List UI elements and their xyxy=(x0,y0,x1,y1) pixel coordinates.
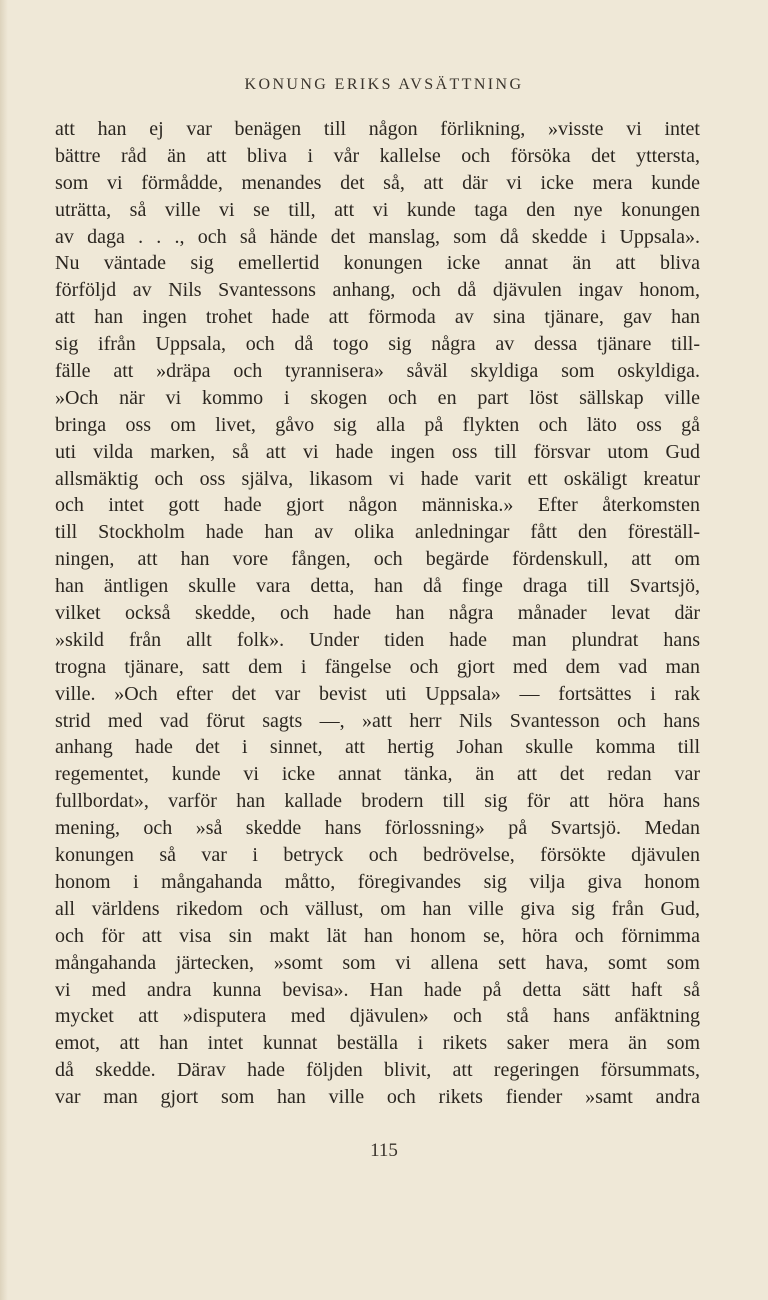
text-line: och intet gott hade gjort någon människa.» Efter återkomsten xyxy=(55,494,700,517)
text-line: uträtta, så ville vi se till, att vi kunde taga den nye konungen xyxy=(55,198,700,221)
page-number: 115 xyxy=(370,1140,398,1161)
text-line: till Stockholm hade han av olika anledningar fått den föreställ- xyxy=(55,521,700,544)
text-line: fullbordat», varför han kallade brodern till sig för att höra hans xyxy=(55,790,700,813)
text-line: mening, och »så skedde hans förlossning» på Svartsjö. Medan xyxy=(55,817,700,840)
text-line: allsmäktig och oss själva, likasom vi hade varit ett oskäligt kreatur xyxy=(55,467,700,490)
text-line: bättre råd än att bliva i vår kallelse och försöka det yttersta, xyxy=(55,144,700,167)
text-line: konungen så var i betryck och bedrövelse, försökte djävulen xyxy=(55,844,700,867)
text-line: »skild från allt folk». Under tiden hade man plundrat hans xyxy=(55,628,700,651)
text-line: »Och när vi kommo i skogen och en part löst sällskap ville xyxy=(55,386,700,409)
text-line: strid med vad förut sagts —, »att herr Nils Svantesson och hans xyxy=(55,709,700,732)
text-line: ville. »Och efter det var bevist uti Uppsala» — fortsättes i rak xyxy=(55,682,700,705)
text-line: anhang hade det i sinnet, att hertig Johan skulle komma till xyxy=(55,736,700,759)
text-line: emot, att han intet kunnat beställa i rikets saker mera än som xyxy=(55,1032,700,1055)
text-line: han äntligen skulle vara detta, han då finge draga till Svartsjö, xyxy=(55,575,700,598)
body-text xyxy=(55,116,700,1111)
text-line: att han ingen trohet hade att förmoda av sina tjänare, gav han xyxy=(55,306,700,329)
text-line: sig ifrån Uppsala, och då togo sig några av dessa tjänare till- xyxy=(55,333,700,356)
text-line: var man gjort som han ville och rikets fiender »samt andra xyxy=(55,1086,700,1109)
text-line: bringa oss om livet, gåvo sig alla på flykten och läto oss gå xyxy=(55,413,700,436)
text-line: fälle att »dräpa och tyrannisera» såväl skyldiga som oskyldiga. xyxy=(55,360,700,383)
text-line: då skedde. Därav hade följden blivit, att regeringen försummats, xyxy=(55,1059,700,1082)
text-line: regementet, kunde vi icke annat tänka, än att det redan var xyxy=(55,763,700,786)
text-line: trogna tjänare, satt dem i fängelse och gjort med dem vad man xyxy=(55,655,700,678)
text-line: av daga . . ., och så hände det manslag, som då skedde i Uppsala». xyxy=(55,225,700,248)
text-line: att han ej var benägen till någon förlikning, »visste vi intet xyxy=(55,118,700,140)
text-line: förföljd av Nils Svantessons anhang, och då djävulen ingav honom, xyxy=(55,279,700,302)
text-line: vi med andra kunna bevisa». Han hade på detta sätt haft så xyxy=(55,978,700,1001)
text-line: vilket också skedde, och hade han några månader levat där xyxy=(55,602,700,625)
text-line: och för att visa sin makt lät han honom se, höra och förnimma xyxy=(55,924,700,947)
text-line: ningen, att han vore fången, och begärde fördenskull, att om xyxy=(55,548,700,571)
text-line: Nu väntade sig emellertid konungen icke annat än att bliva xyxy=(55,252,700,275)
text-line: mycket att »disputera med djävulen» och stå hans anfäktning xyxy=(55,1005,700,1028)
text-line: som vi förmådde, menandes det så, att där vi icke mera kunde xyxy=(55,171,700,194)
text-line: honom i mångahanda måtto, föregivandes sig vilja giva honom xyxy=(55,870,700,893)
text-line: uti vilda marken, så att vi hade ingen oss till försvar utom Gud xyxy=(55,440,700,463)
page-edge xyxy=(0,0,8,1300)
text-line: all världens rikedom och vällust, om han ville giva sig från Gud, xyxy=(55,897,700,920)
text-line: mångahanda järtecken, »somt som vi allena sett hava, somt som xyxy=(55,951,700,974)
running-head: KONUNG ERIKS AVSÄTTNING xyxy=(244,76,524,93)
